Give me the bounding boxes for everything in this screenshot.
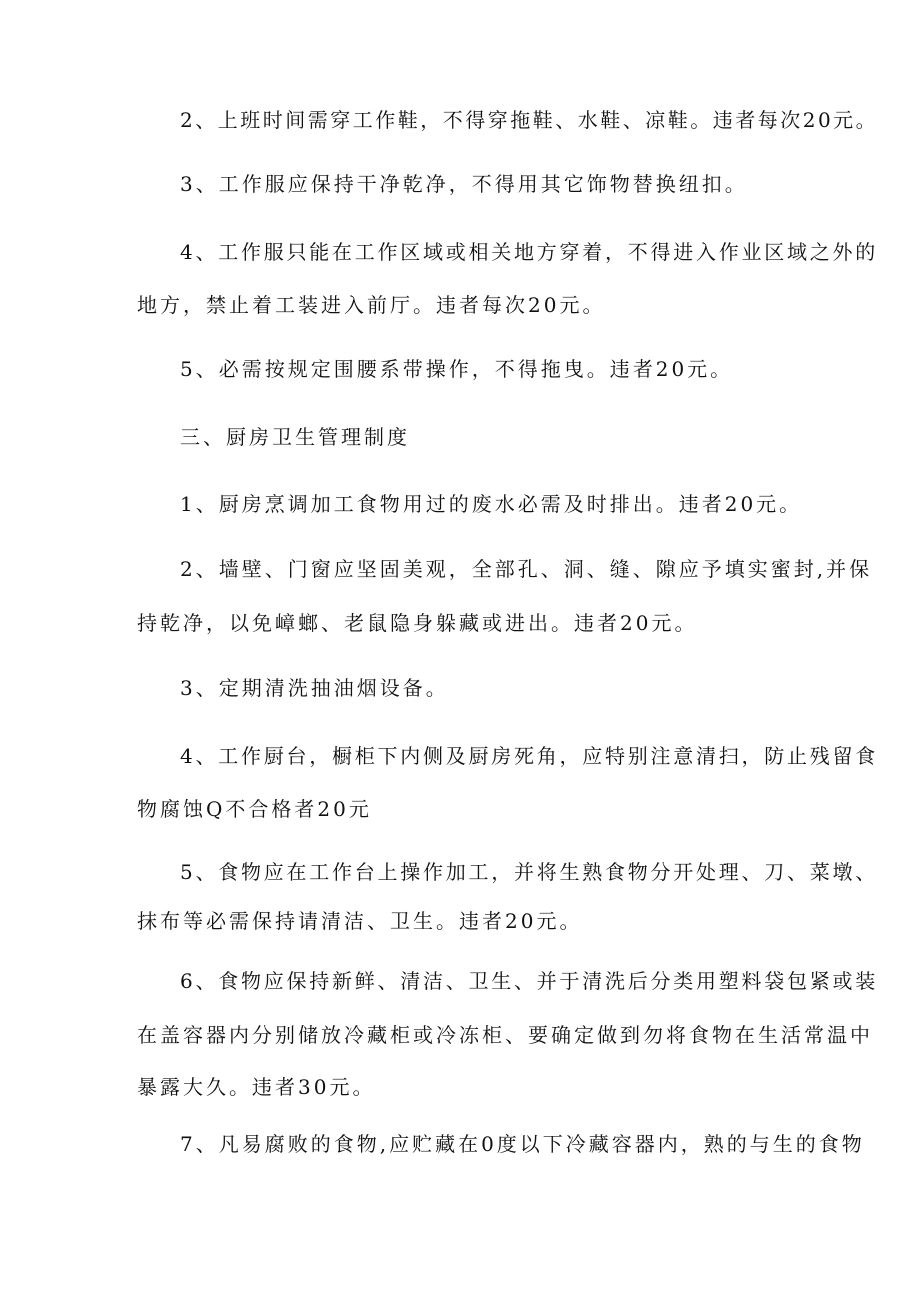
rule-3-uniform-clean: 3、工作服应保持干净乾净，不得用其它饰物替换纽扣。 — [180, 172, 748, 196]
section-heading-kitchen-hygiene: 三、厨房卫生管理制度 — [180, 425, 410, 449]
rule-4-uniform-area-line2: 地方，禁止着工装进入前厅。违者每次20元。 — [137, 293, 606, 317]
hygiene-rule-1-wastewater: 1、厨房烹调加工食物用过的废水必需及时排出。违者20元。 — [180, 492, 803, 516]
hygiene-rule-3-range-hood: 3、定期清洗抽油烟设备。 — [180, 676, 449, 700]
rule-4-uniform-area-line1: 4、工作服只能在工作区域或相关地方穿着，不得进入作业区域之外的 — [180, 240, 878, 264]
hygiene-rule-4-counters-line1: 4、工作厨台，橱柜下内侧及厨房死角，应特别注意清扫，防止残留食 — [180, 744, 878, 768]
hygiene-rule-6-food-storage-line2: 在盖容器内分别储放冷藏柜或冷冻柜、要确定做到勿将食物在生活常温中 — [137, 1023, 873, 1047]
hygiene-rule-5-food-prep-line1: 5、食物应在工作台上操作加工，并将生熟食物分开处理、刀、菜墩、 — [180, 860, 878, 884]
rule-5-apron: 5、必需按规定围腰系带操作，不得拖曳。违者20元。 — [180, 357, 734, 381]
hygiene-rule-7-perishables: 7、凡易腐败的食物,应贮藏在0度以下冷藏容器内，熟的与生的食物 — [180, 1132, 865, 1156]
hygiene-rule-2-walls-line2: 持乾净，以免嶂螂、老鼠隐身躲藏或进出。违者20元。 — [137, 611, 698, 635]
hygiene-rule-5-food-prep-line2: 抹布等必需保持请清洁、卫生。违者20元。 — [137, 909, 583, 933]
hygiene-rule-6-food-storage-line1: 6、食物应保持新鲜、清洁、卫生、并于清洗后分类用塑料袋包紧或装 — [180, 969, 878, 993]
hygiene-rule-4-counters-line2: 物腐蚀Q不合格者20元 — [137, 797, 372, 821]
hygiene-rule-6-food-storage-line3: 暴露大久。违者30元。 — [137, 1075, 376, 1099]
rule-2-uniform-shoes: 2、上班时间需穿工作鞋，不得穿拖鞋、水鞋、凉鞋。违者每次20元。 — [180, 108, 879, 132]
hygiene-rule-2-walls-line1: 2、墙壁、门窗应坚固美观，全部孔、洞、缝、隙应予填实蜜封,并保 — [180, 557, 873, 581]
